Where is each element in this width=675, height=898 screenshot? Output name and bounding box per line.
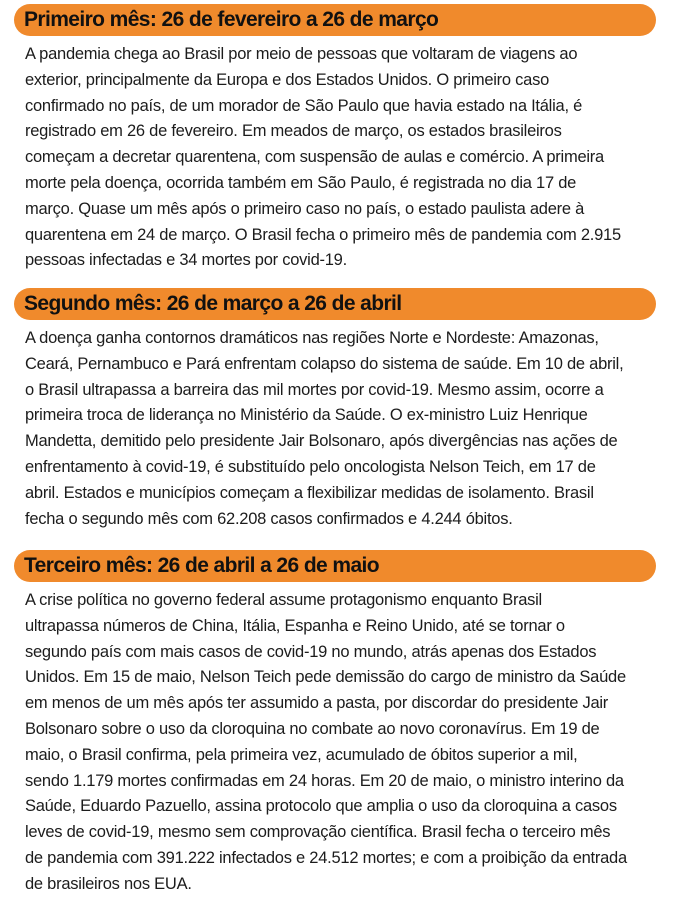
section-third-month <box>0 550 675 898</box>
section-body <box>25 42 653 274</box>
body-line: maio, o Brasil confirma, pela primeira vez, acumulado de óbitos superior a mil, <box>25 745 578 764</box>
body-line: ultrapassa números de China, Itália, Espanha e Reino Unido, até se tornar o <box>25 616 565 635</box>
section-title: Segundo mês: 26 de março a 26 de abril <box>24 292 402 315</box>
section-first-month <box>0 4 675 274</box>
body-line: confirmado no país, de um morador de São Paulo que havia estado na Itália, é <box>25 96 583 115</box>
body-line: registrado em 26 de fevereiro. Em meados de março, os estados brasileiros <box>25 122 562 141</box>
section-header <box>14 550 656 582</box>
body-line: primeira troca de liderança no Ministério da Saúde. O ex-ministro Luiz Henrique <box>25 406 588 425</box>
body-line: A crise política no governo federal assume protagonismo enquanto Brasil <box>25 591 542 609</box>
body-line: o Brasil ultrapassa a barreira das mil mortes por covid-19. Mesmo assim, ocorre a <box>25 380 604 399</box>
section-title: Terceiro mês: 26 de abril a 26 de maio <box>24 554 379 577</box>
body-line: começam a decretar quarentena, com suspensão de aulas e comércio. A primeira <box>25 148 604 167</box>
body-line: segundo país com mais casos de covid-19 no mundo, atrás apenas dos Estados <box>25 642 597 661</box>
body-line: sendo 1.179 mortes confirmadas em 24 horas. Em 20 de maio, o ministro interino da <box>25 771 624 790</box>
body-line: de pandemia com 391.222 infectados e 24.512 mortes; e com a proibição da entrada <box>25 848 627 867</box>
body-line: fecha o segundo mês com 62.208 casos confirmados e 4.244 óbitos. <box>25 509 513 528</box>
section-second-month <box>0 288 675 532</box>
body-line: quarentena em 24 de março. O Brasil fecha o primeiro mês de pandemia com 2.915 <box>25 225 621 244</box>
section-header <box>14 288 656 320</box>
body-line: A doença ganha contornos dramáticos nas regiões Norte e Nordeste: Amazonas, <box>25 329 599 347</box>
section-header <box>14 4 656 36</box>
body-line: morte pela doença, ocorrida também em São Paulo, é registrada no dia 17 de <box>25 173 577 192</box>
body-line: A pandemia chega ao Brasil por meio de pessoas que voltaram de viagens ao <box>25 45 578 63</box>
body-line: pessoas infectadas e 34 mortes por covid-19. <box>25 251 347 270</box>
body-line: Unidos. Em 15 de maio, Nelson Teich pede demissão do cargo de ministro da Saúde <box>25 668 626 687</box>
body-line: março. Quase um mês após o primeiro caso no país, o estado paulista adere à <box>25 199 585 218</box>
body-line: Saúde, Eduardo Pazuello, assina protocolo que amplia o uso da cloroquina a casos <box>25 797 617 816</box>
body-line: de brasileiros nos EUA. <box>25 874 192 893</box>
body-line: em menos de um mês após ter assumido a pasta, por discordar do presidente Jair <box>25 694 609 713</box>
body-line: leves de covid-19, mesmo sem comprovação científica. Brasil fecha o terceiro mês <box>25 823 611 842</box>
section-title: Primeiro mês: 26 de fevereiro a 26 de março <box>24 8 439 31</box>
body-line: abril. Estados e municípios começam a flexibilizar medidas de isolamento. Brasil <box>25 483 594 502</box>
section-body <box>25 588 653 898</box>
body-line: enfrentamento à covid-19, é substituído pelo oncologista Nelson Teich, em 17 de <box>25 457 596 476</box>
body-line: Mandetta, demitido pelo presidente Jair Bolsonaro, após divergências nas ações de <box>25 432 618 451</box>
body-line: Ceará, Pernambuco e Pará enfrentam colapso do sistema de saúde. Em 10 de abril, <box>25 354 624 373</box>
body-line: Bolsonaro sobre o uso da cloroquina no combate ao novo coronavírus. Em 19 de <box>25 719 600 738</box>
body-line: exterior, principalmente da Europa e dos Estados Unidos. O primeiro caso <box>25 70 550 89</box>
section-body <box>25 326 653 532</box>
